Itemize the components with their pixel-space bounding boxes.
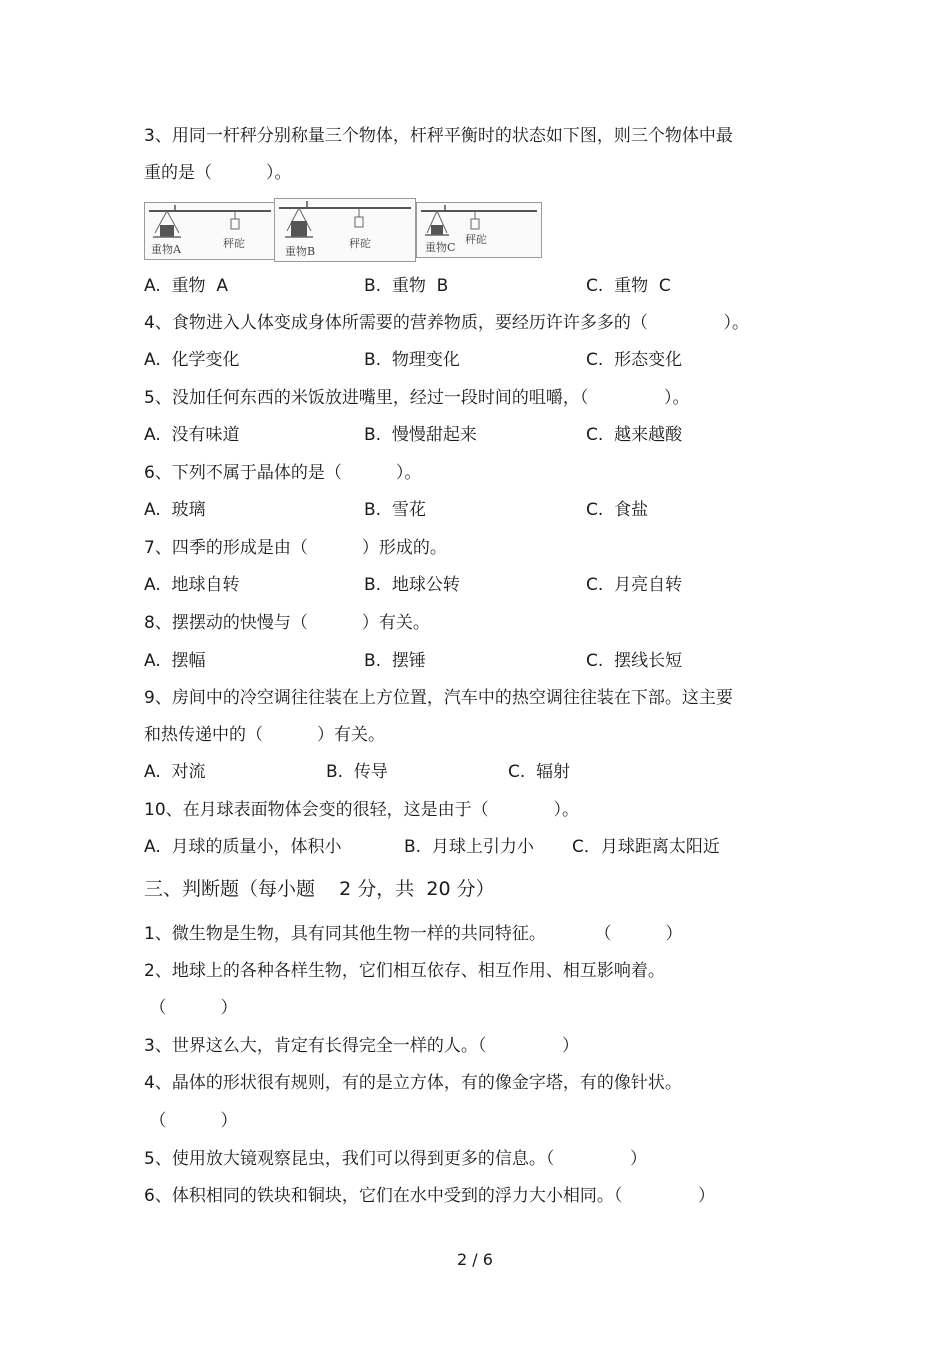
question-8-option-b: B. 摆锤 [364,651,426,671]
judgment-1-line-1: 1、微生物是生物，具有同其他生物一样的共同特征。 （ ） [144,924,683,944]
question-3-option-c: C. 重物 C [586,276,671,296]
question-8-option-c: C. 摆线长短 [586,651,683,671]
question-6-option-b: B. 雪花 [364,500,426,520]
question-5-option-c: C. 越来越酸 [586,425,683,445]
question-9-line-2: 和热传递中的（ ）有关。 [144,725,386,745]
question-7-option-c: C. 月亮自转 [586,575,683,595]
question-4-option-a: A. 化学变化 [144,350,240,370]
question-7-option-a: A. 地球自转 [144,575,240,595]
question-10-option-b: B. 月球上引力小 [404,837,534,857]
question-7-line-1: 7、四季的形成是由（ ）形成的。 [144,538,447,558]
steelyard-figure [144,198,544,262]
question-10-option-c: C．月球距离太阳近 [572,837,720,857]
question-5-option-a: A. 没有味道 [144,425,240,445]
question-10-option-a: A. 月球的质量小，体积小 [144,837,342,857]
judgment-4-line-2: （ ） [144,1111,238,1131]
steelyard-a-weight-label: 重物A [151,243,181,256]
question-4-option-b: B. 物理变化 [364,350,460,370]
judgment-3-line-1: 3、世界这么大，肯定有长得完全一样的人。（ ） [144,1036,579,1056]
question-9-line-1: 9、房间中的冷空调往往装在上方位置，汽车中的热空调往往装在下部。这主要 [144,688,733,708]
steelyard-c [416,202,542,258]
judgment-5-line-1: 5、使用放大镜观察昆虫，我们可以得到更多的信息。（ ） [144,1149,647,1169]
question-9-option-b: B. 传导 [326,762,388,782]
question-9-option-c: C. 辐射 [508,762,571,782]
question-3-option-b: B. 重物 B [364,276,449,296]
judgment-2-line-1: 2、地球上的各种各样生物，它们相互依存、相互作用、相互影响着。 [144,961,665,981]
steelyard-b-weight-label: 重物B [285,245,316,258]
steelyard-a [144,202,276,260]
question-5-option-b: B. 慢慢甜起来 [364,425,477,445]
question-4-line-1: 4、食物进入人体变成身体所需要的营养物质，要经历许许多多的（ ）。 [144,313,749,333]
steelyard-c-counter-label: 秤砣 [465,233,487,246]
question-9-option-a: A. 对流 [144,762,206,782]
question-8-option-a: A. 摆幅 [144,651,206,671]
steelyard-c-weight-label: 重物C [425,241,456,254]
question-10-line-1: 10、在月球表面物体会变的很轻，这是由于（ ）。 [144,800,579,820]
question-3-line-1: 3、用同一杆秤分别称量三个物体，杆秤平衡时的状态如下图，则三个物体中最 [144,126,733,146]
question-3-line-2: 重的是（ ）。 [144,163,292,183]
question-4-option-c: C. 形态变化 [586,350,683,370]
steelyard-a-counter-label: 秤砣 [223,237,245,250]
question-7-option-b: B. 地球公转 [364,575,460,595]
steelyard-b [274,198,416,262]
judgment-6-line-1: 6、体积相同的铁块和铜块，它们在水中受到的浮力大小相同。（ ） [144,1186,715,1206]
page-number: 2 / 6 [457,1250,493,1269]
question-5-line-1: 5、没加任何东西的米饭放进嘴里，经过一段时间的咀嚼，（ ）。 [144,388,690,408]
question-3-option-a: A. 重物 A [144,276,228,296]
judgment-2-line-2: （ ） [144,998,238,1018]
question-6-option-c: C. 食盐 [586,500,649,520]
steelyard-b-counter-label: 秤砣 [349,237,371,250]
question-6-line-1: 6、下列不属于晶体的是（ ）。 [144,463,422,483]
judgment-4-line-1: 4、晶体的形状很有规则，有的是立方体，有的像金字塔，有的像针状。 [144,1073,682,1093]
question-6-option-a: A. 玻璃 [144,500,206,520]
section-3-heading: 三、判断题（每小题 2 分，共 20 分） [144,878,495,900]
question-8-line-1: 8、摆摆动的快慢与（ ）有关。 [144,613,430,633]
